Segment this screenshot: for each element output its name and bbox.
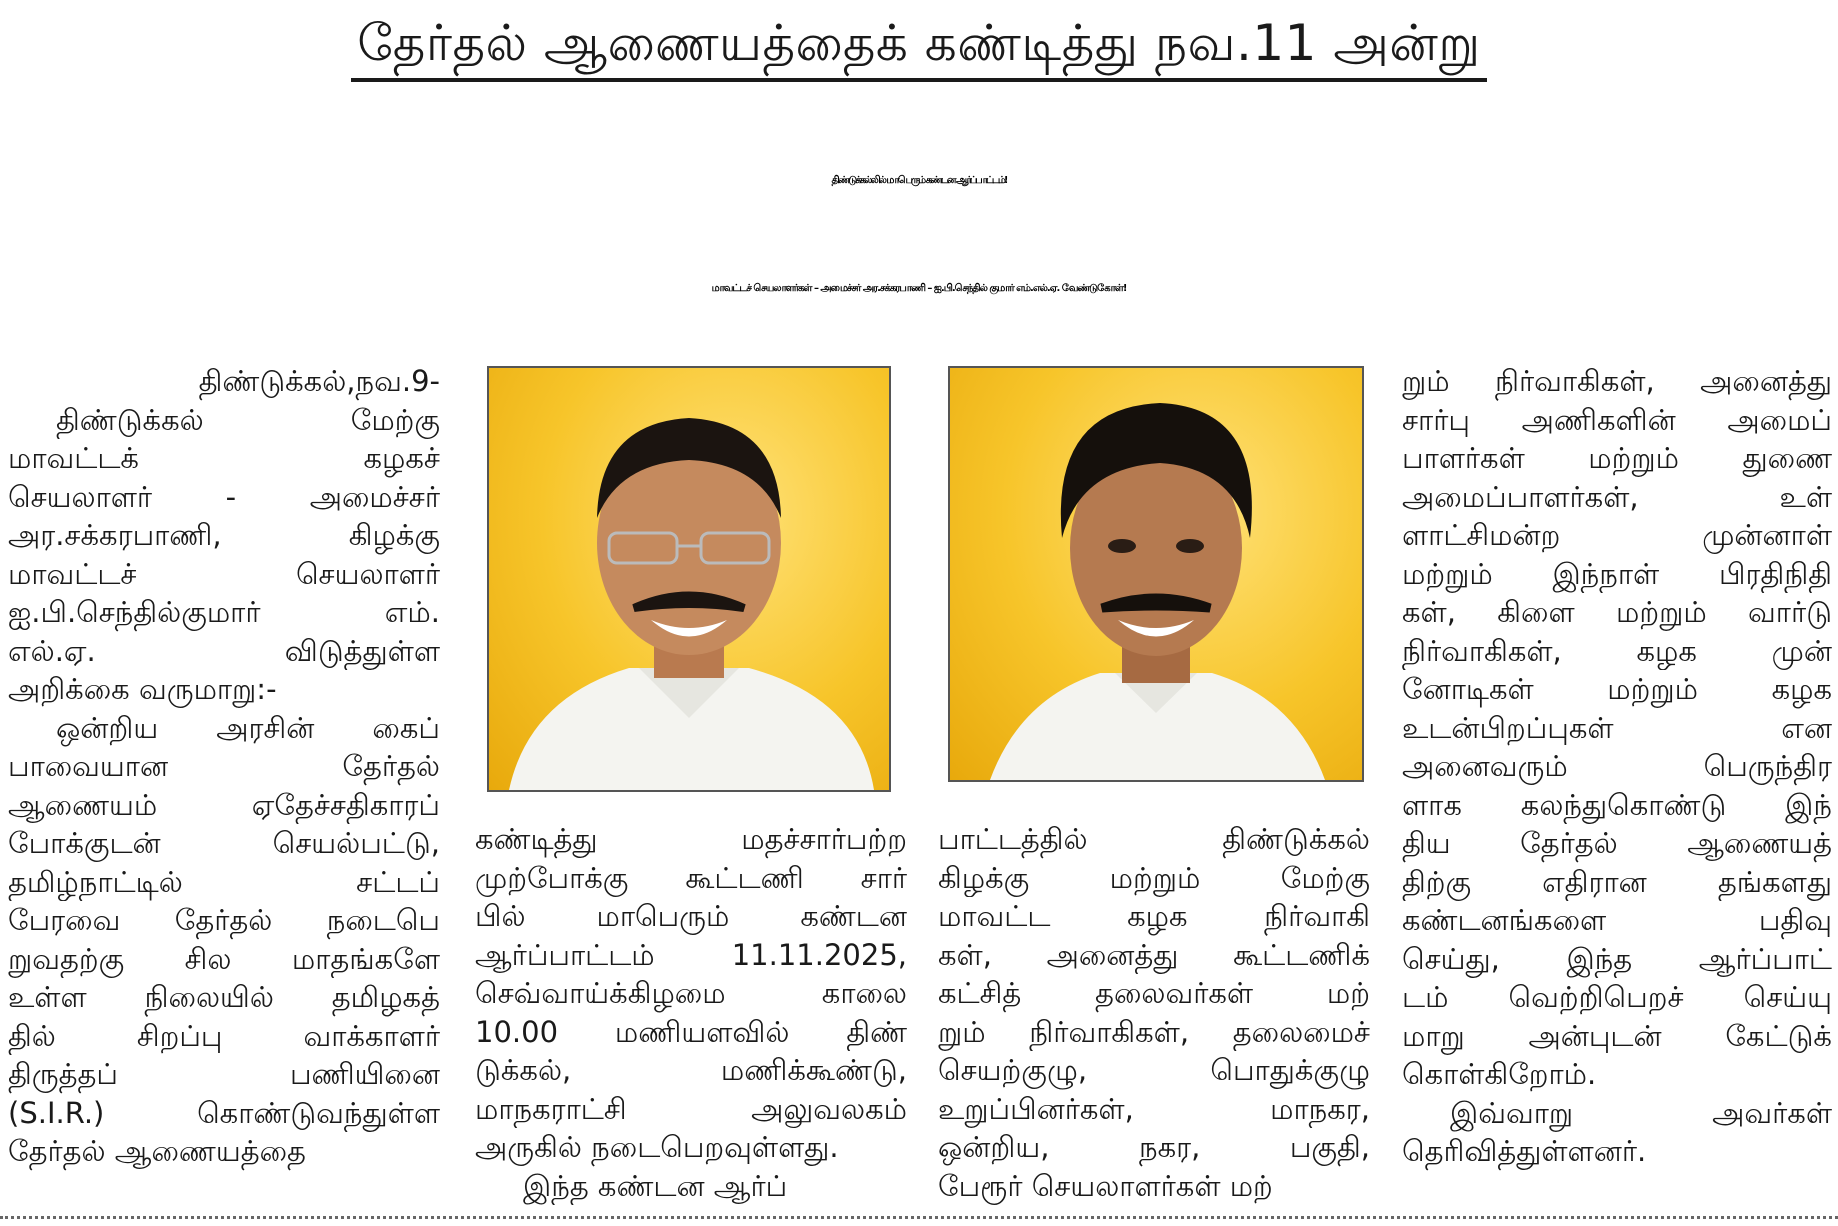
text-line: ஆர்ப்பாட்டம் 11.11.2025, [475,937,907,972]
text-line: மாநகராட்சி அலுவலகம் [475,1091,907,1126]
text-line: பேரூர் செயலாளர்கள் மற் [938,1168,1273,1203]
text-line: கிழக்கு மற்றும் மேற்கு [938,860,1370,895]
article-headline: திண்டுக்கல்லில் மாபெரும் கண்டன ஆர்ப்பாட்டம்! [831,175,1007,186]
text-line: போக்குடன் செயல்பட்டு, [8,826,440,860]
text-line: பில் மாபெரும் கண்டன [475,899,907,933]
text-line: அனைவரும் பெருந்திர [1402,749,1832,783]
text-line: டம் வெற்றிபெறச் செய்யு [1402,980,1832,1014]
kicker-container [0,8,1838,82]
text-line: கண்டனங்களை பதிவு [1402,903,1832,937]
text-line: ளாட்சிமன்ற முன்னாள் [1402,518,1832,552]
text-line: தெரிவித்துள்ளனர். [1402,1134,1647,1168]
article-subhead: மாவட்டச் செயலாளர்கள் – அமைச்சர் அர.சக்கரபாணி – ஐ.பி.செந்தில் குமார் எம்.எல்.ஏ. வேண்டுகோள்! [711,283,1127,294]
article-kicker: தேர்தல் ஆணையத்தைக் கண்டித்து நவ.11 அன்று [351,8,1486,82]
person-portrait-icon [950,368,1362,780]
text-line: மாவட்ட கழக நிர்வாகி [938,899,1370,933]
article-column-4 [1402,362,1832,1171]
article-column-1 [8,362,440,1171]
text-line: செயலாளர் - அமைச்சர் [8,479,440,514]
article-column-2 [475,820,907,1205]
text-line: திண்டுக்கல்,நவ.9- [198,364,440,398]
text-line: சார்பு அணிகளின் அமைப் [1402,402,1832,437]
text-line: னோடிகள் மற்றும் கழக [1402,672,1832,706]
text-line: திருத்தப் பணியினை [8,1057,440,1091]
text-line: மாவட்டக் கழகச் [8,441,440,475]
text-line: பேரவை தேர்தல் நடைபெ [8,903,440,937]
text-line: டுக்கல், மணிக்கூண்டு, [475,1053,907,1087]
text-line: இவ்வாறு அவர்கள் [1450,1095,1832,1130]
text-line: பாட்டத்தில் திண்டுக்கல் [938,822,1370,856]
portrait-photo-mla [948,366,1364,782]
text-line: முற்போக்கு கூட்டணி சார் [475,860,907,895]
text-line: ஐ.பி.செந்தில்குமார் எம். [8,595,440,629]
text-line: ஒன்றிய அரசின் கைப் [56,710,440,745]
text-line: திற்கு எதிரான தங்களது [1402,864,1832,899]
text-line: கொள்கிறோம். [1402,1057,1597,1091]
text-line: மாவட்டச் செயலாளர் [8,556,440,591]
text-line: கண்டித்து மதச்சார்பற்ற [475,822,907,856]
text-line: தேர்தல் ஆணையத்தை [8,1134,306,1168]
person-portrait-icon [489,368,889,790]
portrait-photo-minister [487,366,891,792]
page-bottom-rule [0,1216,1838,1219]
text-line: கட்சித் தலைவர்கள் மற் [938,976,1370,1010]
text-line: அர.சக்கரபாணி, கிழக்கு [8,518,440,552]
text-line: நிர்வாகிகள், கழக முன் [1402,633,1832,668]
text-line: ளாக கலந்துகொண்டு இந் [1402,787,1832,822]
text-line: (S.I.R.) கொண்டுவந்துள்ள [8,1095,440,1130]
text-line: ஒன்றிய, நகர, பகுதி, [938,1130,1370,1164]
text-line: உறுப்பினர்கள், மாநகர, [938,1091,1370,1126]
text-line: அமைப்பாளர்கள், உள் [1402,479,1832,514]
text-line: திண்டுக்கல் மேற்கு [56,402,440,437]
text-line: செவ்வாய்க்கிழமை காலை [475,976,907,1010]
text-line: செயற்குழு, பொதுக்குழு [938,1053,1370,1087]
text-line: றும் நிர்வாகிகள், தலைமைச் [938,1014,1370,1049]
text-line: அறிக்கை வருமாறு:- [8,672,277,706]
text-line: கள், கிளை மற்றும் வார்டு [1402,595,1832,629]
article-column-3 [938,820,1370,1205]
text-line: றுவதற்கு சில மாதங்களே [8,941,440,976]
text-line: கள், அனைத்து கூட்டணிக் [938,937,1370,972]
text-line: பாளர்கள் மற்றும் துணை [1402,441,1832,475]
text-line: மாறு அன்புடன் கேட்டுக் [1402,1018,1832,1053]
text-line: எல்.ஏ. விடுத்துள்ள [8,633,440,668]
text-line: தமிழ்நாட்டில் சட்டப் [8,864,440,899]
text-line: 10.00 மணியளவில் திண் [475,1014,907,1049]
text-line: உடன்பிறப்புகள் என [1402,710,1832,745]
text-line: உள்ள நிலையில் தமிழகத் [8,980,440,1014]
text-line: செய்து, இந்த ஆர்ப்பாட் [1402,941,1832,976]
text-line: திய தேர்தல் ஆணையத் [1402,826,1832,860]
text-line: ஆணையம் ஏதேச்சதிகாரப் [8,787,440,822]
text-line: பாவையான தேர்தல் [8,749,440,783]
text-line: றும் நிர்வாகிகள், அனைத்து [1402,364,1832,398]
text-line: மற்றும் இந்நாள் பிரதிநிதி [1402,556,1832,591]
text-line: இந்த கண்டன ஆர்ப் [523,1168,788,1203]
text-line: அருகில் நடைபெறவுள்ளது. [475,1130,839,1164]
text-line: தில் சிறப்பு வாக்காளர் [8,1018,440,1053]
